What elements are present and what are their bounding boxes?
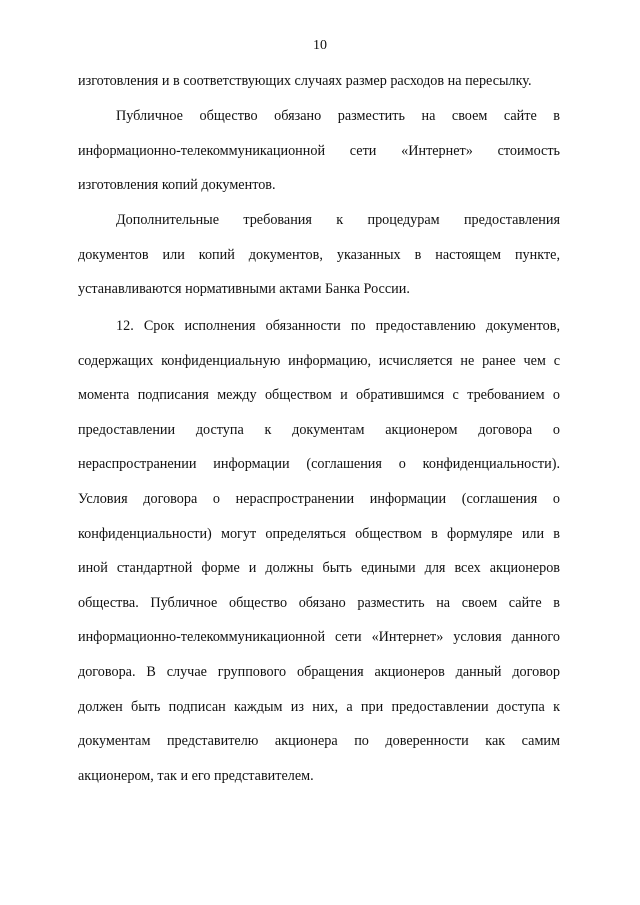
text-line: документов или копий документов, указанных в настоящем пункте,: [78, 246, 560, 263]
paragraph-cost-publication: [78, 99, 560, 203]
paragraph-continuation: [78, 64, 560, 99]
text-line: информационно-телекоммуникационной сети «Интернет» условия данного: [78, 629, 560, 646]
text-line: предоставлении доступа к документам акционером договора о: [78, 421, 560, 438]
text-line: акционером, так и его представителем.: [78, 767, 314, 784]
text-line: изготовления и в соответствующих случаях размер расходов на пересылку.: [78, 73, 532, 89]
text-line: Условия договора о нераспространении информации (соглашения о: [78, 490, 560, 507]
text-line: информационно-телекоммуникационной сети «Интернет» стоимость: [78, 142, 560, 159]
text-line: момента подписания между обществом и обратившимся с требованием о: [78, 387, 560, 404]
text-line: должен быть подписан каждым из них, а при предоставлении доступа к: [78, 698, 560, 715]
text-line: иной стандартной форме и должны быть едиными для всех акционеров: [78, 560, 560, 577]
text-line: конфиденциальности) могут определяться обществом в формуляре или в: [78, 525, 560, 542]
text-line: содержащих конфиденциальную информацию, исчисляется не ранее чем с: [78, 352, 560, 369]
text-line: устанавливаются нормативными актами Банка России.: [78, 281, 410, 298]
text-line: договора. В случае группового обращения акционеров данный договор: [78, 663, 560, 680]
paragraph-additional-requirements: [78, 203, 560, 307]
text-line: документам представителю акционера по доверенности как самим: [78, 733, 560, 750]
text-line: общества. Публичное общество обязано разместить на своем сайте в: [78, 594, 560, 611]
text-line: изготовления копий документов.: [78, 177, 276, 194]
text-line: Публичное общество обязано разместить на своем сайте в: [116, 108, 560, 124]
paragraph-item-12: [78, 309, 560, 793]
text-line: Дополнительные требования к процедурам предоставления: [116, 212, 560, 228]
text-line: 12. Срок исполнения обязанности по предоставлению документов,: [116, 318, 560, 334]
text-line: нераспространении информации (соглашения о конфиденциальности).: [78, 456, 560, 473]
page-number: 10: [313, 38, 327, 53]
